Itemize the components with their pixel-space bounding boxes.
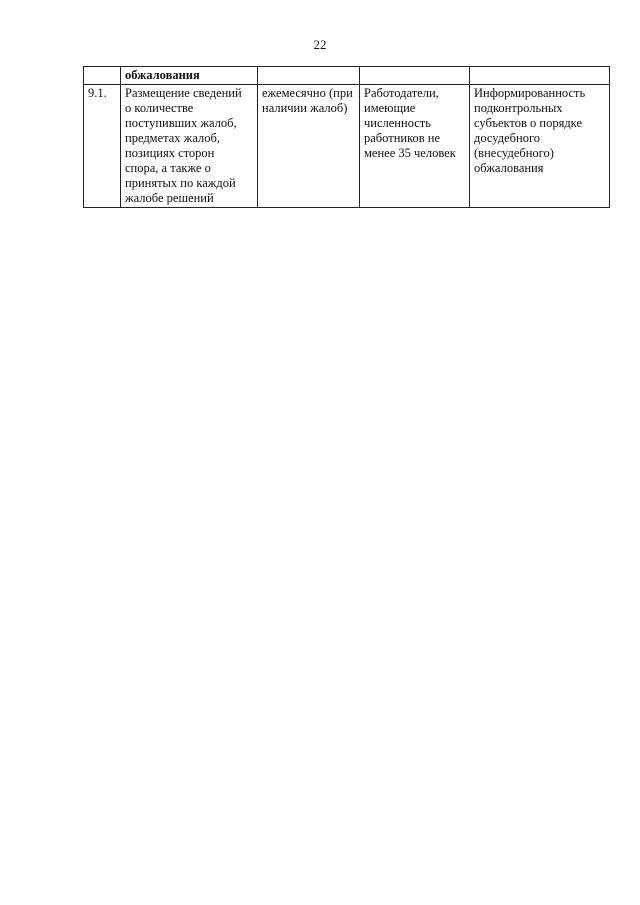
measures-table [83, 66, 610, 208]
table-row [84, 85, 610, 208]
page-number: 22 [313, 37, 327, 52]
table-cell-num [84, 85, 121, 208]
table-cell-subjects [360, 85, 470, 208]
table-cell-action [121, 85, 258, 208]
row-subjects-text: Работодатели, имеющие численность работников не менее 35 человек [364, 86, 456, 160]
table-cell-result [470, 67, 610, 85]
table-cell-result [470, 85, 610, 208]
table-cell-num [84, 67, 121, 85]
table-cell-subjects [360, 67, 470, 85]
row-number: 9.1. [88, 86, 107, 100]
row-result-text: Информированность подконтрольных субъектов о порядке досудебного (внесудебного) обжалования [474, 86, 586, 175]
continuation-text: обжалования [125, 68, 200, 82]
table-cell-periodicity [258, 85, 360, 208]
row-action-text: Размещение сведений о количестве поступивших жалоб, предметах жалоб, позициях сторон спора, а также о принятых по каждой жалобе решений [125, 86, 242, 205]
table-cell-periodicity [258, 67, 360, 85]
table-cell-action [121, 67, 258, 85]
table-continuation-row [84, 67, 610, 85]
row-periodicity-text: ежемесячно (при наличии жалоб) [262, 86, 353, 115]
